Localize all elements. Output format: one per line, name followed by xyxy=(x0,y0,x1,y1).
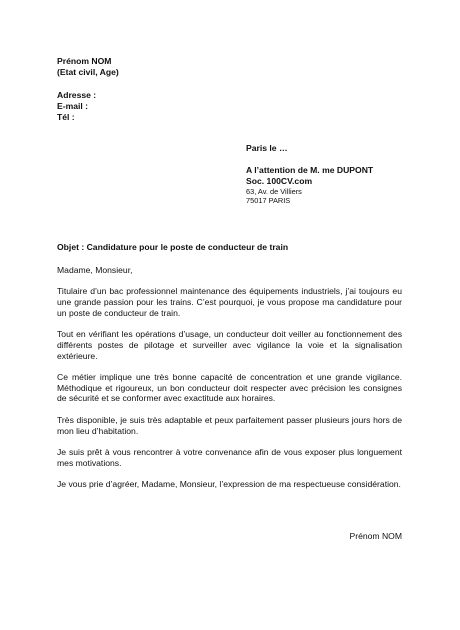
paragraph-6: Je vous prie d’agréer, Madame, Monsieur, l’expression de ma respectueuse considération. xyxy=(57,478,401,489)
sender-email: E-mail : xyxy=(57,101,89,111)
letter-object: Objet : Candidature pour le poste de conducteur de train xyxy=(57,242,289,252)
recipient-block xyxy=(246,143,373,206)
letter-body xyxy=(57,242,402,500)
paragraph-1: Titulaire d’un bac professionnel maintenance des équipements industriels, j’ai toujours eu une grande passion pour les trains. C’est pourquoi, je vous propose ma candidature pour un poste de conducteur de train. xyxy=(57,286,402,318)
sender-block xyxy=(57,56,119,123)
signature: Prénom NOM xyxy=(349,531,402,541)
paragraph-4: Très disponible, je suis très adaptable et peux parfaitement passer plusieurs jours hors de mon lieu d’habitation. xyxy=(57,414,402,436)
recipient-attention: A l’attention de M. me DUPONT xyxy=(246,165,374,175)
salutation: Madame, Monsieur, xyxy=(57,264,133,275)
sender-phone: Tél : xyxy=(57,112,75,122)
paragraph-5: Je suis prêt à vous rencontrer à votre convenance afin de vous exposer plus longuement mes motivations. xyxy=(57,446,402,468)
recipient-company: Soc. 100CV.com xyxy=(246,176,313,186)
sender-civil-status: (Etat civil, Age) xyxy=(57,67,119,77)
sender-address: Adresse : xyxy=(57,90,97,100)
paragraph-2: Tout en vérifiant les opérations d’usage, un conducteur doit veiller au fonctionnement des différents postes de pilotage et surveiller avec vigilance la voie et la signalisation extérieure. xyxy=(57,328,402,361)
place-date: Paris le … xyxy=(246,143,288,153)
recipient-city: 75017 PARIS xyxy=(246,196,291,206)
recipient-street: 63, Av. de Villiers xyxy=(246,187,302,196)
sender-name: Prénom NOM xyxy=(57,56,112,66)
paragraph-3: Ce métier implique une très bonne capacité de concentration et une grande vigilance. Méthodique et rigoureux, un bon conducteur doit respecter avec précision les consignes de sécurité et se conformer avec exactitude aux horaires. xyxy=(57,371,402,404)
